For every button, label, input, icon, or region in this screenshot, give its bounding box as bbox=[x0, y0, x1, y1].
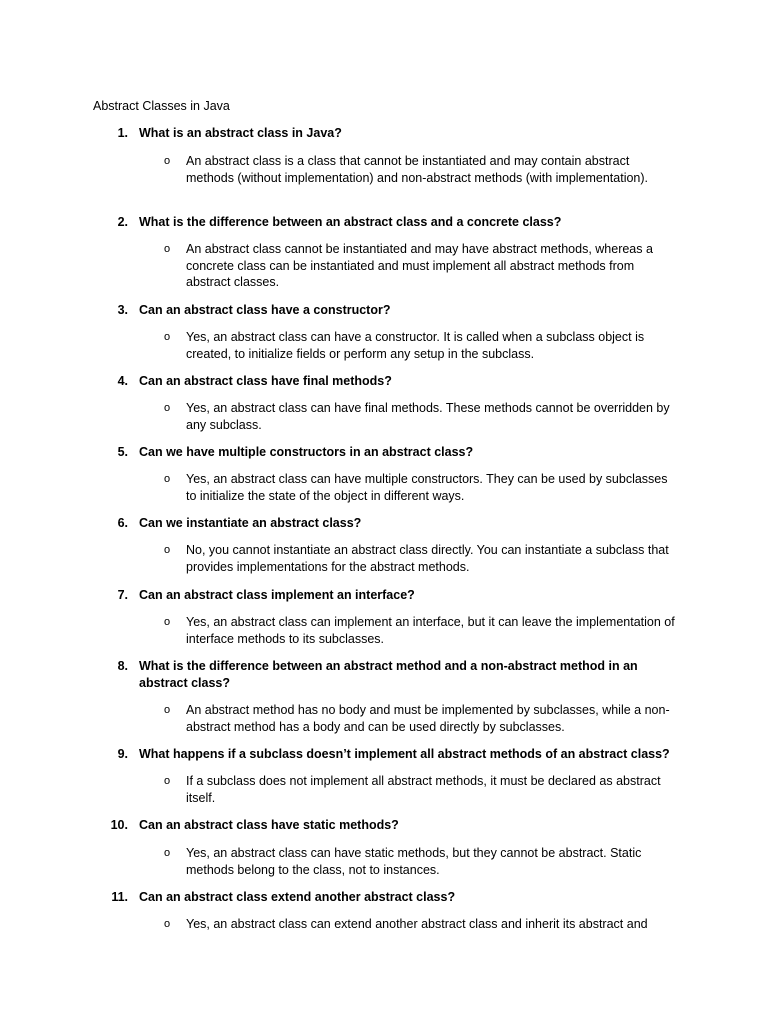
question-text: What happens if a subclass doesn’t implement all abstract methods of an abstract class? bbox=[139, 747, 670, 761]
answer-text: Yes, an abstract class can have static methods, but they cannot be abstract. Static methods belong to the class, not to instances. bbox=[186, 846, 642, 877]
bullet-icon: o bbox=[163, 473, 171, 485]
question-number: 1. bbox=[117, 126, 128, 140]
answer-text: Yes, an abstract class can have final methods. These methods cannot be overridden by any subclass. bbox=[186, 401, 670, 432]
bullet-icon: o bbox=[163, 918, 171, 930]
question-number: 9. bbox=[117, 747, 128, 761]
answer-text: Yes, an abstract class can have multiple constructors. They can be used by subclasses to initialize the state of the object in different ways. bbox=[186, 472, 668, 503]
document-title: Abstract Classes in Java bbox=[93, 99, 230, 113]
question-number: 4. bbox=[117, 374, 128, 388]
question-number: 6. bbox=[117, 516, 128, 530]
answer-text: Yes, an abstract class can extend another abstract class and inherit its abstract and bbox=[186, 917, 648, 931]
question-text: What is the difference between an abstract class and a concrete class? bbox=[139, 215, 562, 229]
question-text: Can an abstract class have static methods? bbox=[139, 818, 399, 832]
question-number: 5. bbox=[117, 445, 128, 459]
question-text: What is an abstract class in Java? bbox=[139, 126, 342, 140]
bullet-icon: o bbox=[163, 331, 171, 343]
answer-text: Yes, an abstract class can have a constructor. It is called when a subclass object is created, to initialize fields or perform any setup in the subclass. bbox=[186, 330, 645, 361]
question-text: What is the difference between an abstract method and a non-abstract method in an abstract class? bbox=[139, 659, 638, 690]
bullet-icon: o bbox=[163, 402, 171, 414]
question-number: 11. bbox=[111, 890, 128, 904]
question-text: Can an abstract class have a constructor? bbox=[139, 303, 391, 317]
question-number: 2. bbox=[117, 215, 128, 229]
bullet-icon: o bbox=[163, 155, 171, 167]
question-number: 7. bbox=[117, 588, 128, 602]
answer-text: An abstract class is a class that cannot be instantiated and may contain abstract methods (without implementation) and non-abstract methods (with implementation). bbox=[186, 154, 649, 185]
question-number: 10. bbox=[110, 818, 128, 832]
answer-text: Yes, an abstract class can implement an interface, but it can leave the implementation of interface methods to its subclasses. bbox=[186, 615, 675, 646]
question-text: Can an abstract class extend another abstract class? bbox=[139, 890, 456, 904]
bullet-icon: o bbox=[163, 544, 171, 556]
question-number: 3. bbox=[117, 303, 128, 317]
bullet-icon: o bbox=[163, 243, 171, 255]
answer-text: No, you cannot instantiate an abstract class directly. You can instantiate a subclass that provides implementations for the abstract methods. bbox=[186, 543, 669, 574]
bullet-icon: o bbox=[163, 616, 171, 628]
question-text: Can we have multiple constructors in an abstract class? bbox=[139, 445, 474, 459]
answer-text: If a subclass does not implement all abstract methods, it must be declared as abstract itself. bbox=[186, 774, 661, 805]
question-text: Can an abstract class have final methods? bbox=[139, 374, 392, 388]
question-text: Can we instantiate an abstract class? bbox=[139, 516, 362, 530]
bullet-icon: o bbox=[163, 847, 171, 859]
answer-text: An abstract class cannot be instantiated and may have abstract methods, whereas a concrete class can be instantiated and must implement all abstract methods from abstract classes. bbox=[186, 242, 653, 289]
question-text: Can an abstract class implement an interface? bbox=[139, 588, 415, 602]
bullet-icon: o bbox=[163, 704, 171, 716]
question-number: 8. bbox=[117, 659, 128, 673]
bullet-icon: o bbox=[163, 775, 171, 787]
answer-text: An abstract method has no body and must be implemented by subclasses, while a non-abstract method has a body and can be used directly by subclasses. bbox=[186, 703, 670, 734]
